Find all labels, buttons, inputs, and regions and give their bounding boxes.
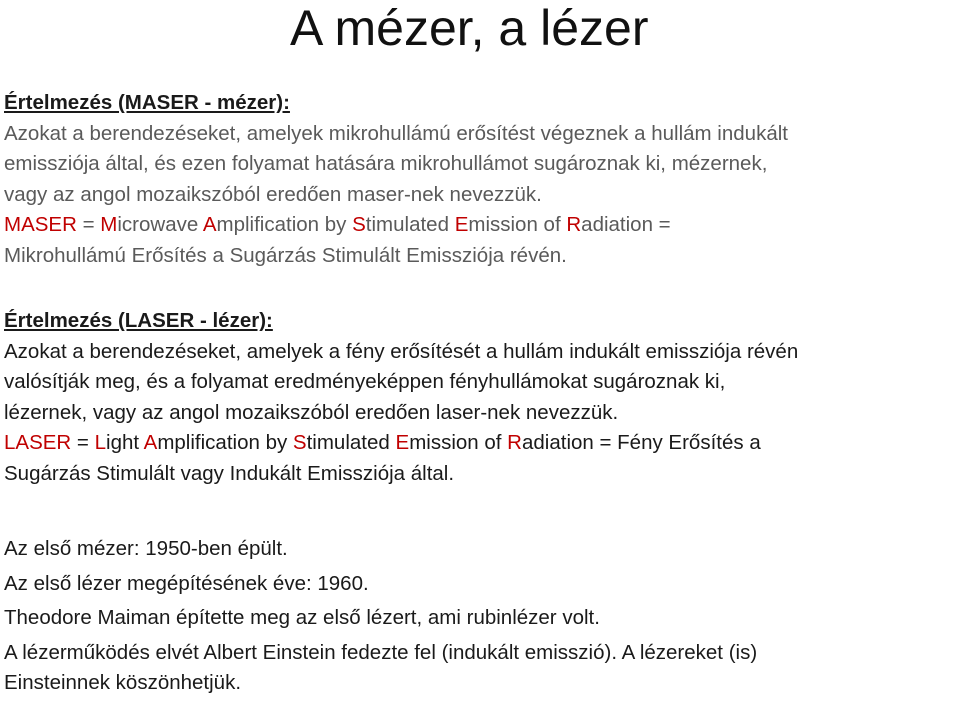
laser-definition-line-3: lézernek, vagy az angol mozaikszóból eredően laser-nek nevezzük.	[4, 400, 619, 424]
acronym-initial: S	[352, 213, 366, 236]
fact-einstein-line-2: Einsteinnek köszönhetjük.	[4, 671, 242, 694]
maser-translation: Mikrohullámú Erősítés a Sugárzás Stimulált Emissziója révén.	[4, 243, 567, 267]
laser-definition-line-1: Azokat a berendezéseket, amelyek a fény erősítését a hullám indukált emissziója révén	[4, 339, 799, 363]
acronym-initial: S	[292, 431, 307, 454]
acronym-initial: R	[566, 213, 582, 236]
acronym-initial: M	[100, 213, 118, 236]
page-title: A mézer, a lézer	[290, 0, 649, 56]
acronym-initial: L	[94, 431, 107, 454]
acronym-initial: A	[202, 213, 217, 236]
laser-heading: Értelmezés (LASER - lézer):	[4, 309, 273, 332]
acronym-word-rest: adiation = Fény Erősítés a	[521, 431, 761, 454]
laser-definition-line-2: valósítják meg, és a folyamat eredményeképpen fényhullámokat sugároznak ki,	[4, 370, 726, 393]
maser-definition-line-3: vagy az angol mozaikszóból eredően maser-nek nevezzük.	[4, 182, 542, 206]
acronym-word-rest: timulated	[306, 431, 396, 454]
laser-acronym: LASER	[4, 431, 72, 454]
maser-definition-line-2: emissziója által, és ezen folyamat hatására mikrohullámot sugároznak ki, mézernek,	[4, 152, 768, 175]
acronym-initial: R	[507, 431, 522, 454]
history-facts	[4, 532, 958, 699]
acronym-initial: E	[454, 213, 469, 236]
maser-definition-line-1: Azokat a berendezéseket, amelyek mikrohullámú erősítést végeznek a hullám indukált	[4, 121, 788, 145]
acronym-initial: E	[395, 431, 410, 454]
maser-heading: Értelmezés (MASER - mézer):	[4, 91, 290, 114]
acronym-initial: A	[143, 431, 158, 454]
equals-sign: =	[71, 431, 95, 454]
acronym-word-rest: icrowave	[117, 213, 203, 236]
acronym-word-rest: ight	[106, 431, 144, 454]
fact-first-maser: Az első mézer: 1950-ben épült.	[4, 537, 288, 560]
laser-section	[4, 306, 958, 489]
fact-maiman: Theodore Maiman építette meg az első lézert, ami rubinlézer volt.	[4, 606, 600, 629]
acronym-word-rest: mission of	[409, 431, 508, 454]
fact-einstein-line-1: A lézerműködés elvét Albert Einstein fedezte fel (indukált emisszió). A lézereket (is)	[4, 640, 758, 664]
acronym-word-rest: mission of	[468, 213, 567, 236]
maser-acronym: MASER	[4, 213, 77, 236]
acronym-word-rest: mplification by	[216, 213, 353, 236]
acronym-word-rest: mplification by	[157, 431, 293, 454]
maser-section	[4, 88, 958, 271]
laser-acronym-expansion	[4, 428, 958, 459]
laser-translation: Sugárzás Stimulált vagy Indukált Emissziója által.	[4, 461, 455, 485]
fact-first-laser: Az első lézer megépítésének éve: 1960.	[4, 571, 369, 595]
acronym-word-rest: adiation =	[581, 213, 671, 236]
maser-acronym-expansion	[4, 210, 958, 241]
equals-sign: =	[76, 213, 101, 236]
acronym-word-rest: timulated	[365, 213, 455, 236]
